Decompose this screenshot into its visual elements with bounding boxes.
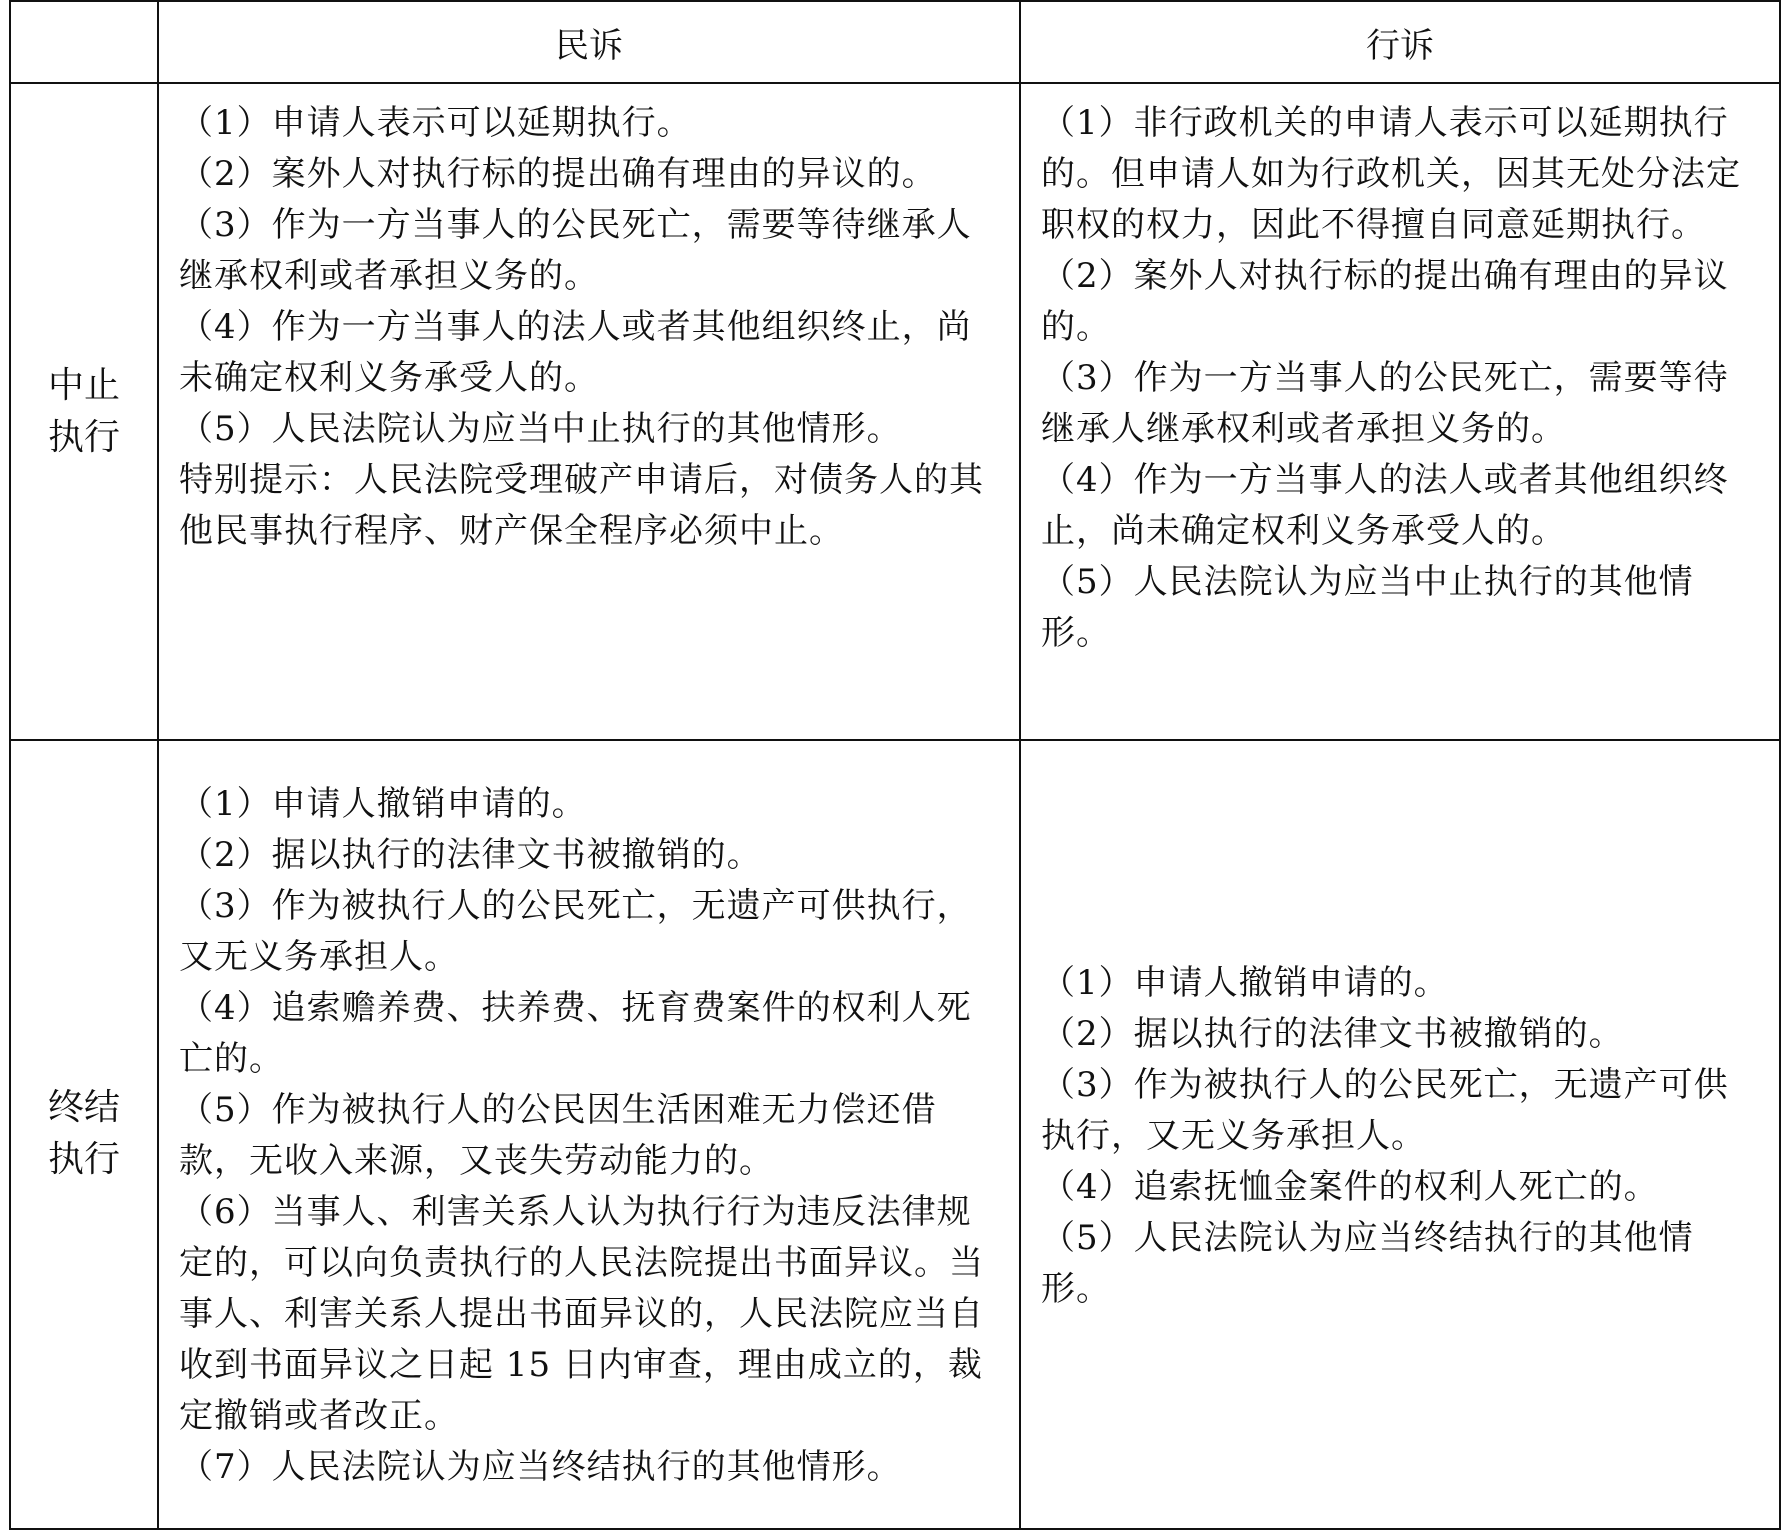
suspend-civil-cell <box>158 83 1020 740</box>
row-label-suspend-execution <box>10 83 158 740</box>
terminate-civil-item: （5）作为被执行人的公民因生活困难无力偿还借款，无收入来源，又丧失劳动能力的。 <box>179 1090 937 1182</box>
terminate-civil-item: （6）当事人、利害关系人认为执行行为违反法律规定的，可以向负责执行的人民法院提出书面异议。当事人、利害关系人提出书面异议的，人民法院应当自收到书面异议之日起 15 日内审查，理由成立的，裁定撤销或者改正。 <box>179 1192 984 1437</box>
table-row-terminate-execution <box>10 740 1780 1529</box>
suspend-admin-item: （3）作为一方当事人的公民死亡，需要等待继承人继承权利或者承担义务的。 <box>1041 358 1729 450</box>
terminate-admin-cell <box>1020 740 1780 1529</box>
header-administrative-procedure: 行诉 <box>1020 1 1780 83</box>
suspend-admin-item: （5）人民法院认为应当中止执行的其他情形。 <box>1041 562 1694 654</box>
suspend-admin-item: （2）案外人对执行标的提出确有理由的异议的。 <box>1041 256 1729 348</box>
terminate-admin-item: （3）作为被执行人的公民死亡，无遗产可供执行，又无义务承担人。 <box>1041 1064 1729 1156</box>
terminate-admin-item: （5）人民法院认为应当终结执行的其他情形。 <box>1041 1217 1694 1309</box>
header-civil-procedure: 民诉 <box>158 1 1020 83</box>
row-label-line: 执行 <box>47 1139 120 1181</box>
header-blank-cell <box>10 1 158 83</box>
terminate-civil-item: （1）申请人撤销申请的。 <box>179 784 587 825</box>
row-label-terminate-execution <box>10 740 158 1529</box>
terminate-civil-item: （4）追索赡养费、扶养费、抚育费案件的权利人死亡的。 <box>179 988 972 1080</box>
suspend-admin-item: （4）作为一方当事人的法人或者其他组织终止，尚未确定权利义务承受人的。 <box>1041 460 1729 552</box>
terminate-civil-item: （2）据以执行的法律文书被撤销的。 <box>179 835 762 876</box>
execution-comparison-table <box>9 0 1781 1530</box>
suspend-civil-item: （3）作为一方当事人的公民死亡，需要等待继承人继承权利或者承担义务的。 <box>179 205 972 297</box>
suspend-admin-item: （1）非行政机关的申请人表示可以延期执行的。但申请人如为行政机关，因其无处分法定职权的权力，因此不得擅自同意延期执行。 <box>1041 103 1741 246</box>
terminate-admin-item: （1）申请人撤销申请的。 <box>1041 962 1449 1003</box>
suspend-admin-cell <box>1020 83 1780 740</box>
terminate-admin-item: （2）据以执行的法律文书被撤销的。 <box>1041 1013 1624 1054</box>
row-label-line: 执行 <box>47 416 120 458</box>
table-header-row <box>10 1 1780 83</box>
row-label-line: 终结 <box>47 1087 120 1129</box>
suspend-civil-note: 特别提示：人民法院受理破产申请后，对债务人的其他民事执行程序、财产保全程序必须中止。 <box>179 460 984 552</box>
suspend-civil-item: （4）作为一方当事人的法人或者其他组织终止，尚未确定权利义务承受人的。 <box>179 307 972 399</box>
terminate-civil-item: （3）作为被执行人的公民死亡，无遗产可供执行，又无义务承担人。 <box>179 886 972 978</box>
suspend-civil-item: （1）申请人表示可以延期执行。 <box>179 103 692 144</box>
suspend-civil-item: （5）人民法院认为应当中止执行的其他情形。 <box>179 409 902 450</box>
row-label-line: 中止 <box>47 364 120 406</box>
table-row-suspend-execution <box>10 83 1780 740</box>
terminate-civil-cell <box>158 740 1020 1529</box>
terminate-civil-item: （7）人民法院认为应当终结执行的其他情形。 <box>179 1447 902 1488</box>
suspend-civil-item: （2）案外人对执行标的提出确有理由的异议的。 <box>179 154 937 195</box>
terminate-admin-item: （4）追索抚恤金案件的权利人死亡的。 <box>1041 1166 1659 1207</box>
